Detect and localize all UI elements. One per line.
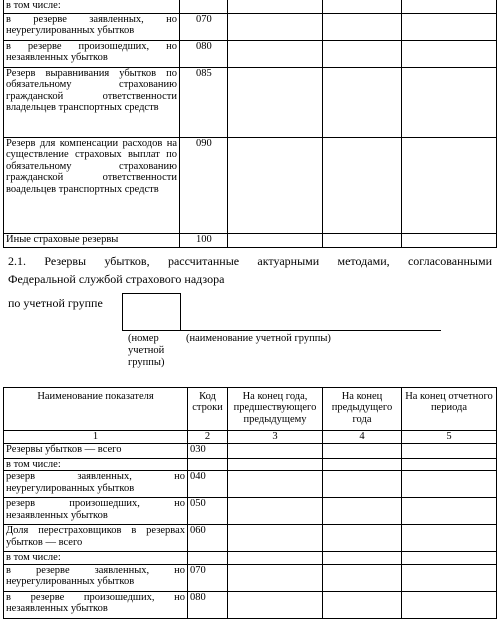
row-code: 030 bbox=[188, 444, 228, 459]
value-cell[interactable] bbox=[323, 525, 402, 552]
value-cell[interactable] bbox=[228, 471, 323, 498]
value-cell[interactable] bbox=[402, 68, 497, 138]
row-name: Иные страховые резервы bbox=[4, 234, 180, 248]
value-cell[interactable] bbox=[402, 138, 497, 234]
value-cell[interactable] bbox=[402, 444, 497, 459]
row-code: 085 bbox=[180, 68, 228, 138]
table-row bbox=[4, 525, 497, 552]
value-cell[interactable] bbox=[323, 471, 402, 498]
section-heading-line2: Федеральной службой страхового надзора bbox=[8, 272, 225, 286]
row-code: 080 bbox=[180, 41, 228, 68]
row-name: Доля перестраховщиков в резервах убытков — всего bbox=[4, 525, 188, 552]
col-header-prev-year: На конец предыдущего года bbox=[323, 388, 402, 431]
row-name: Резерв выравнивания убытков по обязательному страхованию гражданской ответственности владельцев транспортных средств bbox=[4, 68, 180, 138]
column-numbers-row bbox=[4, 431, 497, 444]
value-cell[interactable] bbox=[402, 552, 497, 564]
value-cell[interactable] bbox=[228, 591, 323, 618]
row-code bbox=[180, 0, 228, 14]
value-cell[interactable] bbox=[402, 41, 497, 68]
section-heading-line1: 2.1. Резервы убытков, рассчитанные актуарными методами, согласованными bbox=[8, 254, 492, 268]
col-number: 5 bbox=[402, 431, 497, 444]
row-name: резерв заявленных, но неурегулированных убытков bbox=[4, 471, 188, 498]
col-number: 2 bbox=[188, 431, 228, 444]
table-row bbox=[4, 234, 497, 248]
row-name: в резерве заявленных, но неурегулированных убытков bbox=[4, 564, 188, 591]
table-row bbox=[4, 591, 497, 618]
value-cell[interactable] bbox=[228, 525, 323, 552]
value-cell[interactable] bbox=[228, 459, 323, 471]
row-name: резерв произошедших, но незаявленных убытков bbox=[4, 498, 188, 525]
row-name: в резерве произошедших, но незаявленных убытков bbox=[4, 591, 188, 618]
value-cell[interactable] bbox=[323, 0, 402, 14]
table-row bbox=[4, 138, 497, 234]
table-row bbox=[4, 459, 497, 471]
table-row bbox=[4, 498, 497, 525]
value-cell[interactable] bbox=[228, 68, 323, 138]
row-name: в резерве произошедших, но незаявленных убытков bbox=[4, 41, 180, 68]
row-name: в том числе: bbox=[4, 552, 188, 564]
col-number: 3 bbox=[228, 431, 323, 444]
table-row bbox=[4, 41, 497, 68]
value-cell[interactable] bbox=[402, 525, 497, 552]
value-cell[interactable] bbox=[402, 14, 497, 41]
value-cell[interactable] bbox=[402, 564, 497, 591]
value-cell[interactable] bbox=[323, 68, 402, 138]
col-header-prev-prev-year: На конец года, предшествующего предыдущему bbox=[228, 388, 323, 431]
value-cell[interactable] bbox=[323, 41, 402, 68]
value-cell[interactable] bbox=[323, 552, 402, 564]
group-label: по учетной группе bbox=[8, 296, 103, 310]
row-code: 050 bbox=[188, 498, 228, 525]
row-code: 100 bbox=[180, 234, 228, 248]
col-header-code: Код строки bbox=[188, 388, 228, 431]
value-cell[interactable] bbox=[228, 14, 323, 41]
table-row bbox=[4, 14, 497, 41]
group-number-caption: (номер учетной группы) bbox=[128, 333, 165, 368]
value-cell[interactable] bbox=[323, 138, 402, 234]
row-code bbox=[188, 459, 228, 471]
group-name-caption: (наименование учетной группы) bbox=[186, 333, 331, 344]
row-name: в том числе: bbox=[4, 459, 188, 471]
value-cell[interactable] bbox=[228, 41, 323, 68]
value-cell[interactable] bbox=[323, 14, 402, 41]
value-cell[interactable] bbox=[228, 498, 323, 525]
table-row bbox=[4, 471, 497, 498]
col-header-report-period: На конец отчетного периода bbox=[402, 388, 497, 431]
row-code: 040 bbox=[188, 471, 228, 498]
row-name: в том числе: bbox=[4, 0, 180, 14]
value-cell[interactable] bbox=[228, 564, 323, 591]
col-number: 1 bbox=[4, 431, 188, 444]
value-cell[interactable] bbox=[228, 0, 323, 14]
value-cell[interactable] bbox=[323, 564, 402, 591]
value-cell[interactable] bbox=[323, 444, 402, 459]
col-header-name: Наименование показателя bbox=[4, 388, 188, 431]
col-number: 4 bbox=[323, 431, 402, 444]
reserves-table-top bbox=[3, 0, 497, 248]
value-cell[interactable] bbox=[228, 234, 323, 248]
row-code: 090 bbox=[180, 138, 228, 234]
table-row bbox=[4, 552, 497, 564]
row-code: 080 bbox=[188, 591, 228, 618]
group-number-field[interactable] bbox=[122, 293, 181, 331]
table-row bbox=[4, 0, 497, 14]
value-cell[interactable] bbox=[323, 498, 402, 525]
group-name-field[interactable] bbox=[122, 330, 441, 331]
value-cell[interactable] bbox=[323, 591, 402, 618]
value-cell[interactable] bbox=[402, 471, 497, 498]
header-row bbox=[4, 388, 497, 431]
value-cell[interactable] bbox=[402, 498, 497, 525]
value-cell[interactable] bbox=[402, 591, 497, 618]
value-cell[interactable] bbox=[323, 234, 402, 248]
row-code: 070 bbox=[188, 564, 228, 591]
value-cell[interactable] bbox=[402, 459, 497, 471]
table-row bbox=[4, 564, 497, 591]
value-cell[interactable] bbox=[323, 459, 402, 471]
loss-reserves-table bbox=[3, 387, 497, 619]
table-row bbox=[4, 68, 497, 138]
value-cell[interactable] bbox=[228, 444, 323, 459]
value-cell[interactable] bbox=[402, 234, 497, 248]
row-code: 070 bbox=[180, 14, 228, 41]
row-name: в резерве заявленных, но неурегулированных убытков bbox=[4, 14, 180, 41]
table-row bbox=[4, 444, 497, 459]
value-cell[interactable] bbox=[228, 552, 323, 564]
row-name: Резервы убытков — всего bbox=[4, 444, 188, 459]
row-name: Резерв для компенсации расходов на существление страховых выплат по обязательному страхованию гражданской ответственности воадельцев транспортных средств bbox=[4, 138, 180, 234]
value-cell[interactable] bbox=[228, 138, 323, 234]
value-cell[interactable] bbox=[402, 0, 497, 14]
row-code: 060 bbox=[188, 525, 228, 552]
row-code bbox=[188, 552, 228, 564]
